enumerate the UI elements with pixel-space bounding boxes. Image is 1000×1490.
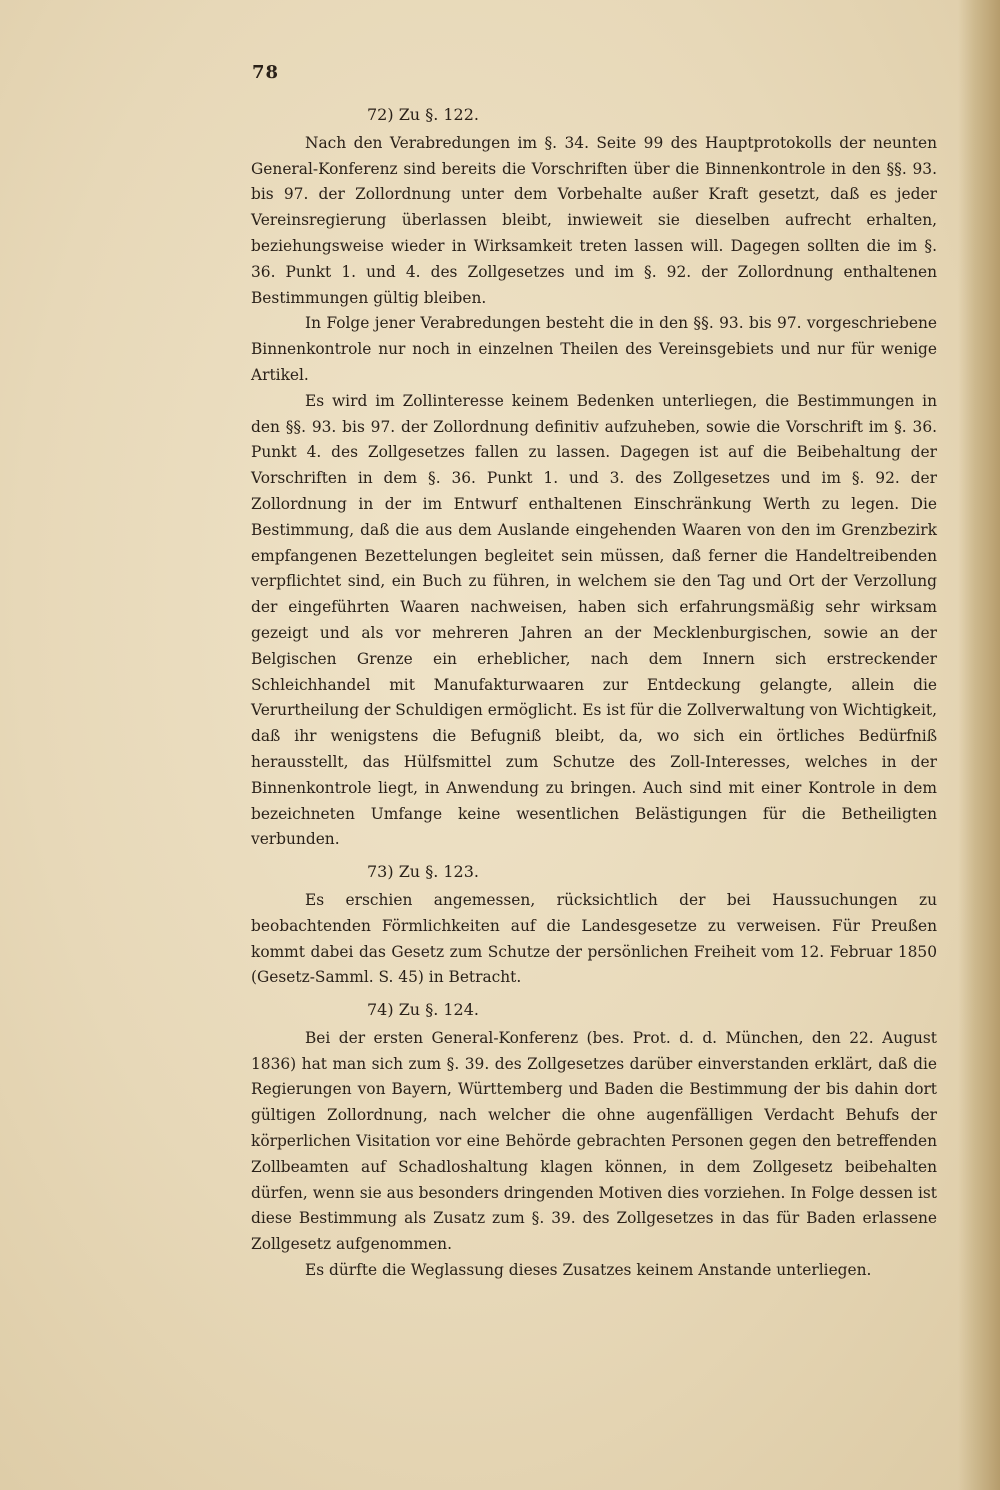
paragraph: Nach den Verabredungen im §. 34. Seite 99 des Hauptprotokolls der neunten General-Konferenz sind bereits die Vorschriften über die Binnenkontrole in den §§. 93. bis 97. der Zollordnung unter dem Vorbehalte außer Kraft gesetzt, daß es jeder Vereinsregierung überlassen bleibt, inwieweit sie dieselben aufrecht erhalten, beziehungsweise wieder in Wirksamkeit treten lassen will. Dagegen sollten die im §. 36. Punkt 1. und 4. des Zollgesetzes und im §. 92. der Zollordnung enthaltenen Bestimmungen gültig bleiben. (251, 133, 937, 307)
paragraph: Es wird im Zollinteresse keinem Bedenken unterliegen, die Bestimmungen in den §§. 93. bis 97. der Zollordnung definitiv aufzuheben, sowie die Vorschrift im §. 36. Punkt 4. des Zollgesetzes fallen zu lassen. Dagegen ist auf die Beibehaltung der Vorschriften in dem §. 36. Punkt 1. und 3. des Zollgesetzes und im §. 92. der Zollordnung in der im Entwurf enthaltenen Einschränkung Werth zu legen. Die Bestimmung, daß die aus dem Auslande eingehenden Waaren von den im Grenzbezirk empfangenen Bezettelungen begleitet sein müssen, daß ferner die Handeltreibenden verpflichtet sind, ein Buch zu führen, in welchem sie den Tag und Ort der Verzollung der eingeführten Waaren nachweisen, haben sich erfahrungsmäßig sehr wirksam gezeigt und als vor mehreren Jahren an der Mecklenburgischen, sowie an der Belgischen Grenze ein erheblicher, nach dem Innern sich erstreckender Schleichhandel mit Manufakturwaaren zur Entdeckung gelangte, allein die Verurtheilung der Schuldigen ermöglicht. Es ist für die Zollverwaltung von Wichtigkeit, daß ihr wenigstens die Befugniß bleibt, da, wo sich ein örtliches Bedürfniß herausstellt, das Hülfsmittel zum Schutze des Zoll-Interesses, welches in der Binnenkontrole liegt, in Anwendung zu bringen. Auch sind mit einer Kontrole in dem bezeichneten Umfange keine wesentlichen Belästigungen für die Betheiligten verbunden. (251, 391, 937, 849)
section-heading: 74) Zu §. 124. (367, 1000, 479, 1020)
page-body (251, 102, 937, 1284)
page-number: 78 (252, 62, 280, 83)
section-heading: 72) Zu §. 122. (367, 105, 479, 124)
paragraph: Bei der ersten General-Konferenz (bes. Prot. d. d. München, den 22. August 1836) hat man sich zum §. 39. des Zollgesetzes darüber einverstanden erklärt, daß die Regierungen von Bayern, Württemberg und Baden die Bestimmung der bis dahin dort gültigen Zollordnung, nach welcher die ohne augenfälligen Verdacht Behufs der körperlichen Visitation vor eine Behörde gebrachten Personen gegen den betreffenden Zollbeamten auf Schadloshaltung klagen können, in dem Zollgesetz beibehalten dürfen, wenn sie aus besonders dringenden Motiven dies vorziehen. In Folge dessen ist diese Bestimmung als Zusatz zum §. 39. des Zollgesetzes in das für Baden erlassene Zollgesetz aufgenommen. (251, 1028, 937, 1254)
paragraph: In Folge jener Verabredungen besteht die in den §§. 93. bis 97. vorgeschriebene Binnenkontrole nur noch in einzelnen Theilen des Vereinsgebiets und nur für wenige Artikel. (251, 314, 937, 384)
paragraph: Es dürfte die Weglassung dieses Zusatzes keinem Anstande unterliegen. (305, 1261, 872, 1280)
section-74 (251, 997, 937, 1284)
section-73 (251, 859, 937, 991)
page-edge-shadow (958, 0, 1000, 1490)
section-heading: 73) Zu §. 123. (367, 862, 479, 882)
section-72 (251, 102, 937, 853)
paragraph: Es erschien angemessen, rücksichtlich der bei Haussuchungen zu beobachtenden Förmlichkeiten auf die Landesgesetze zu verweisen. Für Preußen kommt dabei das Gesetz zum Schutze der persönlichen Freiheit vom 12. Februar 1850 (Gesetz-Samml. S. 45) in Betracht. (251, 890, 937, 987)
